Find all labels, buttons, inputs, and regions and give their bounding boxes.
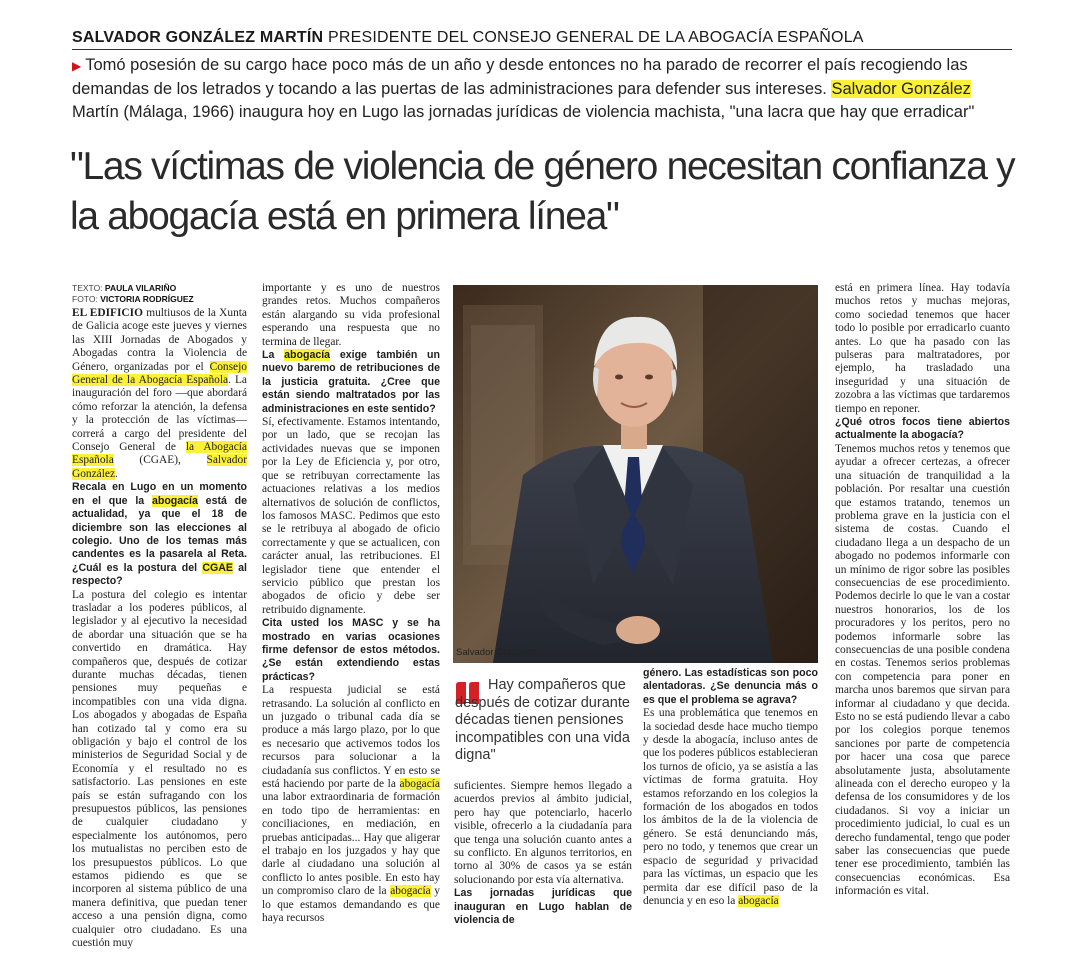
byline-text-author: PAULA VILARIÑO — [104, 283, 177, 293]
lede-paragraph — [72, 54, 1007, 124]
highlight: la Abogacía Española — [72, 441, 247, 467]
interviewee-name: SALVADOR GONZÁLEZ MARTÍN — [72, 29, 324, 46]
interviewee-role: PRESIDENTE DEL CONSEJO GENERAL DE LA ABOGACÍA ESPAÑOLA — [327, 29, 864, 46]
interview-answer: suficientes. Siempre hemos llegado a acuerdos previos al ámbito judicial, pero hay que potenciarlo, hacerlo visible, ofrecerlo a la ciudadanía para que tenga una solución cuanto antes a su conflicto. En algunos territorios, en torno al 30% de casos ya se están solucionando por esta vía alternativa. — [454, 780, 632, 886]
highlight: abogacía — [151, 494, 198, 507]
text-run: al respecto? — [72, 561, 247, 588]
article-header — [72, 28, 1012, 50]
text-run: La — [262, 349, 275, 362]
interview-question: ¿Qué otros focos tiene abiertos actualmente la abogacía? — [835, 416, 1010, 442]
text-run: está de actualidad, ya que el 18 de diciembre son las elecciones al colegio. Uno de los temas más candentes es la pasarela al Reta. ¿Cuál es la postura del — [72, 494, 248, 574]
interview-answer: Tenemos muchos retos y tenemos que ayudar a ofrecer certezas, a ofrecer una situación de tranquilidad a la población. Por resaltar una cuestión que estamos tratando, tenemos un problema grave en la justicia con el sistema de costas. Cuando el ciudadano llega a un despacho de un abogado no podemos informarle con un mínimo de rigor sobre las posibles consecuencias de ese procedimiento. Podemos decirle lo que le van a costar nuestros honorarios, los de los procuradores y los peritos, pero no podemos informarle sobre las consecuencias de una posible condena en costas. Tenemos serios problemas con competencia para poner en marcha unos baremos que sirvan para informar al ciudadano y que decida. Esto no se está pudiendo llevar a cabo por los colegios porque tenemos sanciones por parte de competencia por hacer una cosa que parece absolutamente justa, absolutamente alineada con el derecho europeo y la defensa de los consumidores y de los ciudadanos. Si voy a iniciar un procedimiento judicial, lo cual es un derecho fundamental, tengo que poder saber las consecuencias que puede tener ese procedimiento, también las consecuencias económicas. Esa información es vital. — [835, 442, 1010, 898]
byline — [72, 283, 194, 305]
interview-question: Cita usted los MASC y se ha mostrado en varias ocasiones firme defensor de estos métodos. ¿Se están extendiendo estas prácticas? — [262, 617, 440, 683]
text-run: Es una problemática que tenemos en la sociedad desde hace mucho tiempo y desde la abogacía, incluso antes de que los poderes públicos establecieran los turnos de oficio, ya se asistía a las víctimas de forma gratuita. Hoy estamos reforzando en los colegios la formación de los abogados en todos los ámbitos de la de la violencia de género. Se está denunciando más, pero no todo, y tenemos que crear un espacio de seguridad y privacidad para las víctimas, un espacio que les permita dar ese difícil paso de la denuncia y en eso la — [643, 707, 818, 907]
column-5 — [835, 282, 1010, 899]
lede-text: Tomó posesión de su cargo hace poco más de un año y desde entonces no ha parado de recorrer el país recogiendo las demandas de los letrados y tocando a las puertas de las administraciones para defender sus intereses. — [72, 56, 968, 98]
highlight: Salvador González — [72, 454, 247, 480]
highlight: abogacía — [738, 894, 779, 907]
text-run: . — [115, 467, 118, 480]
text-run: y lo que estamos demandando es que haya recursos — [262, 885, 440, 925]
triangle-bullet-icon: ▶ — [72, 59, 82, 73]
interview-answer — [643, 707, 818, 908]
highlight: abogacía — [284, 349, 331, 362]
text-run: Recala en Lugo en un momento en el que la — [72, 481, 247, 507]
highlight: Consejo General de la Abogacía Española — [72, 360, 247, 387]
interview-answer: está en primera línea. Hay todavía muchos retos y muchas mejoras, como sociedad tenemos que hacer todo lo posible por erradicarlo cuanto antes. Lo que ha pasado con las pulseras para maltratadores, por ejemplo, ha trasladado una inseguridad y una situación de zozobra a las víctimas que tardaremos tiempo en reponer. — [835, 282, 1010, 415]
text-run: exige también un nuevo baremo de retribuciones de la justicia gratuita. ¿Cree que están siendo maltratados por las administraciones en este sentido? — [262, 349, 440, 415]
byline-text-label: TEXTO: — [72, 283, 103, 293]
interview-answer: Sí, efectivamente. Estamos intentando, por un lado, que se recojan las actividades nuevas que se imponen por la Ley de Eficiencia y, por otro, que se retribuyan correctamente las actuaciones relativas a los medios alternativos de solución de conflictos, los famosos MASC. Pedimos que esto se le retribuya al abogado de oficio correctamente y que se actualicen, con carácter anual, las retribuciones. El legislador tiene que entender el servicio público que prestan los abogados de oficio y debe ser retribuido dignamente. — [262, 416, 440, 616]
lead-in: EL EDIFICIO — [72, 307, 143, 319]
interview-answer — [262, 684, 440, 925]
interview-question: Las jornadas jurídicas que inauguran en Lugo hablan de violencia de — [454, 887, 632, 927]
interview-question: género. Las estadísticas son poco alentadoras. ¿Se denuncia más o es que el problema se agrava? — [643, 667, 818, 706]
photo-caption: Salvador González. — [456, 647, 539, 658]
column-2 — [262, 282, 440, 926]
interview-answer: importante y es uno de nuestros grandes retos. Muchos compañeros están alargando su vida profesional esperando una respuesta que no termina de llegar. — [262, 282, 440, 348]
column-1 — [72, 307, 247, 951]
headline: "Las víctimas de violencia de género necesitan confianza y la abogacía está en primera línea" — [70, 145, 1015, 238]
byline-photo-label: FOTO: — [72, 294, 98, 304]
byline-photo-author: VICTORIA RODRÍGUEZ — [100, 294, 194, 304]
highlight: abogacía — [390, 885, 431, 898]
highlight: abogacía — [399, 778, 440, 791]
lede-text-2: Martín (Málaga, 1966) inaugura hoy en Lugo las jornadas jurídicas de violencia machista, "una lacra que hay que erradicar" — [72, 103, 975, 121]
interview-question — [262, 349, 440, 416]
highlight: CGAE — [202, 561, 233, 574]
pull-quote-text: Hay compañeros que después de cotizar durante décadas tienen pensiones incompatibles con una vida digna" — [455, 677, 630, 763]
interview-question — [72, 481, 247, 588]
portrait-illustration — [453, 285, 818, 663]
column-4 — [643, 667, 818, 908]
intro-paragraph — [72, 307, 247, 481]
text-run: (CGAE), — [139, 454, 181, 467]
text-run: una labor extraordinaria de formación en todo tipo de herramientas: en conciliaciones, en mediación, en pruebas anticipadas... Hay que aligerar el trabajo en los juzgados y hay que darle al ciudadano una solución al conflicto lo antes posible. En esto hay un compromiso claro de la — [262, 791, 440, 898]
text-run: multiusos de la Xunta de Galicia acoge este jueves y viernes las XIII Jornadas de Abogados y Abogadas contra la Violencia de Género, organizadas por el — [72, 307, 247, 373]
portrait-photo — [453, 285, 818, 663]
text-run: La respuesta judicial se está retrasando. La solución al conflicto en un juzgado o tribunal cada día se produce a más largo plazo, por lo que es necesario que activemos todos los recursos para solucionar a la ciudadanía sus conflictos. Y en esto se está haciendo por parte de la — [262, 684, 440, 791]
lede-highlight: Salvador González — [831, 80, 971, 98]
interview-answer: La postura del colegio es intentar trasladar a los poderes públicos, al legislador y al ejecutivo la necesidad de abordar una situación que se ha convertido en dramática. Hay compañeros que, después de cotizar durante muchas décadas, tienen pensiones muy pequeñas e incompatibles con una vida digna. Los abogados y abogadas de España han cotizado tal y como era su obligación y bajo el control de los ministerios de Seguridad Social y de Economía y el resultado no es satisfactorio. Las pensiones en este país se están sufragando con los presupuestos públicos, las pensiones de cualquier ciudadano y especialmente los autónomos, pero los mutualistas no perciben esto de los presupuestos públicos. Lo que estamos pidiendo es que se incorporen al sistema público de una manera definitiva, que puedan tener acceso a una pensión digna, como cualquier otro ciudadano. Es una cuestión muy — [72, 588, 247, 950]
column-3 — [454, 780, 632, 927]
text-run: . La inauguración del foro —que abordará cómo reforzar la atención, la defensa y la protección de las víctimas— correrá a cargo del presidente del Consejo General de — [72, 374, 247, 454]
